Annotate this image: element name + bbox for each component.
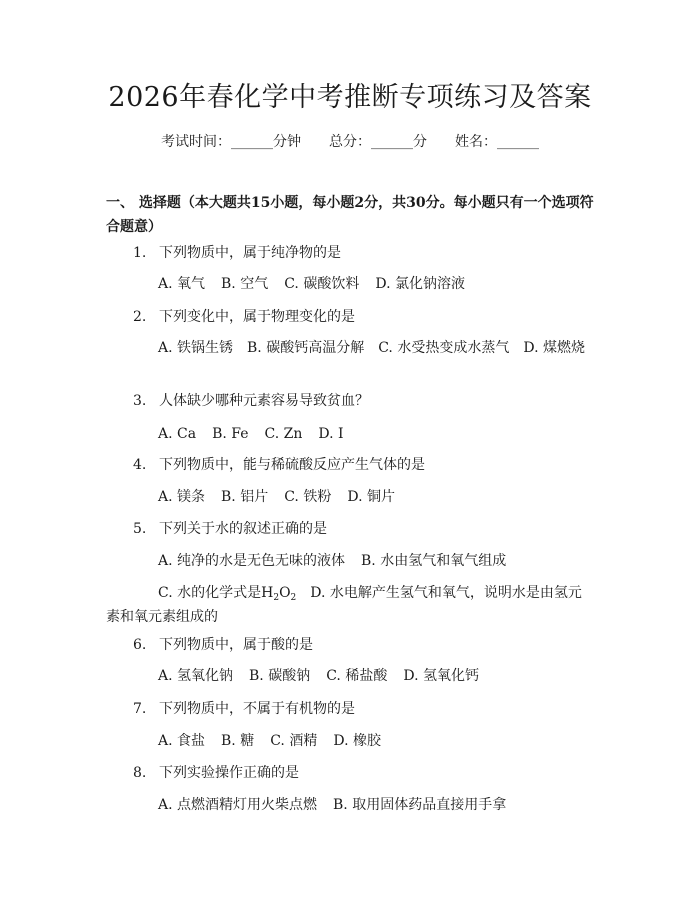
- question-stem: 下列物质中，属于酸的是: [159, 637, 313, 653]
- question-8: [133, 763, 299, 783]
- question-6-options: [158, 666, 495, 686]
- option-d: D. 橡胶: [333, 733, 381, 749]
- question-4-options: [158, 487, 411, 507]
- question-stem: 人体缺少哪种元素容易导致贫血？: [159, 393, 369, 409]
- question-7: [133, 699, 355, 719]
- option-a: A. 食盐: [158, 733, 206, 749]
- option-d: D. 煤燃烧: [523, 340, 585, 356]
- option-b: B. 糖: [221, 733, 255, 749]
- question-5-options-cd: [106, 581, 592, 629]
- option-d: D. 水电解产生氢气和氧气，说明水是由氢元素和氧元素组成的: [106, 585, 582, 625]
- option-b: B. 碳酸钙高温分解: [247, 340, 365, 356]
- option-b: B. Fe: [212, 426, 249, 442]
- question-stem: 下列物质中，不属于有机物的是: [159, 701, 355, 717]
- exam-meta: [0, 132, 700, 152]
- question-stem: 下列关于水的叙述正确的是: [159, 521, 327, 537]
- question-number: 3.: [133, 393, 147, 409]
- question-7-options: [158, 731, 397, 751]
- option-c: C. 稀盐酸: [326, 668, 388, 684]
- option-a: A. 氢氧化钠: [158, 668, 234, 684]
- question-stem: 下列实验操作正确的是: [159, 765, 299, 781]
- question-number: 7.: [133, 701, 147, 717]
- question-number: 4.: [133, 457, 147, 473]
- option-c: C. 水的化学式是$H_2O_2$: [158, 585, 297, 603]
- question-stem: 下列物质中，能与稀硫酸反应产生气体的是: [159, 457, 425, 473]
- question-3-options: [158, 424, 360, 444]
- option-c: C. 酒精: [270, 733, 318, 749]
- question-1-options: [158, 274, 481, 294]
- page-title: 2026年春化学中考推断专项练习及答案: [108, 82, 592, 113]
- student-name: 姓名：______: [455, 134, 539, 150]
- option-c: C. 水受热变成水蒸气: [378, 340, 510, 356]
- option-a: A. 点燃酒精灯用火柴点燃: [158, 797, 318, 813]
- question-3: [133, 391, 369, 411]
- option-b: B. 铝片: [221, 489, 269, 505]
- question-5-options-ab: [158, 551, 522, 571]
- option-c: C. 碳酸饮料: [284, 276, 360, 292]
- exam-score: 总分：______分: [329, 134, 427, 150]
- option-a: A. Ca: [158, 426, 197, 442]
- option-d: D. I: [318, 426, 344, 442]
- option-b: B. 取用固体药品直接用手拿: [333, 797, 507, 813]
- question-5: [133, 519, 327, 539]
- option-a: A. 纯净的水是无色无味的液体: [158, 553, 346, 569]
- question-stem: 下列物质中，属于纯净物的是: [159, 245, 341, 261]
- question-8-options: [158, 795, 522, 815]
- question-2: [133, 307, 355, 327]
- option-a: A. 铁锅生锈: [158, 340, 234, 356]
- option-a: A. 镁条: [158, 489, 206, 505]
- question-1: [133, 243, 341, 263]
- question-6: [133, 635, 313, 655]
- option-d: D. 铜片: [347, 489, 395, 505]
- option-b: B. 空气: [221, 276, 269, 292]
- option-d: D. 氯化钠溶液: [375, 276, 465, 292]
- question-4: [133, 455, 425, 475]
- option-b: B. 水由氢气和氧气组成: [361, 553, 507, 569]
- question-number: 5.: [133, 521, 147, 537]
- option-c: C. Zn: [264, 426, 303, 442]
- question-number: 2.: [133, 309, 147, 325]
- option-a: A. 氧气: [158, 276, 206, 292]
- option-b: B. 碳酸钠: [249, 668, 311, 684]
- option-d: D. 氢氧化钙: [403, 668, 479, 684]
- option-c: C. 铁粉: [284, 489, 332, 505]
- question-number: 6.: [133, 637, 147, 653]
- question-number: 8.: [133, 765, 147, 781]
- question-number: 1.: [133, 245, 147, 261]
- exam-time: 考试时间：______分钟: [161, 134, 301, 150]
- question-stem: 下列变化中，属于物理变化的是: [159, 309, 355, 325]
- question-2-options: [106, 336, 592, 360]
- section-heading: 一、 选择题（本大题共15小题，每小题2分，共30分。每小题只有一个选项符合题意）: [106, 195, 594, 235]
